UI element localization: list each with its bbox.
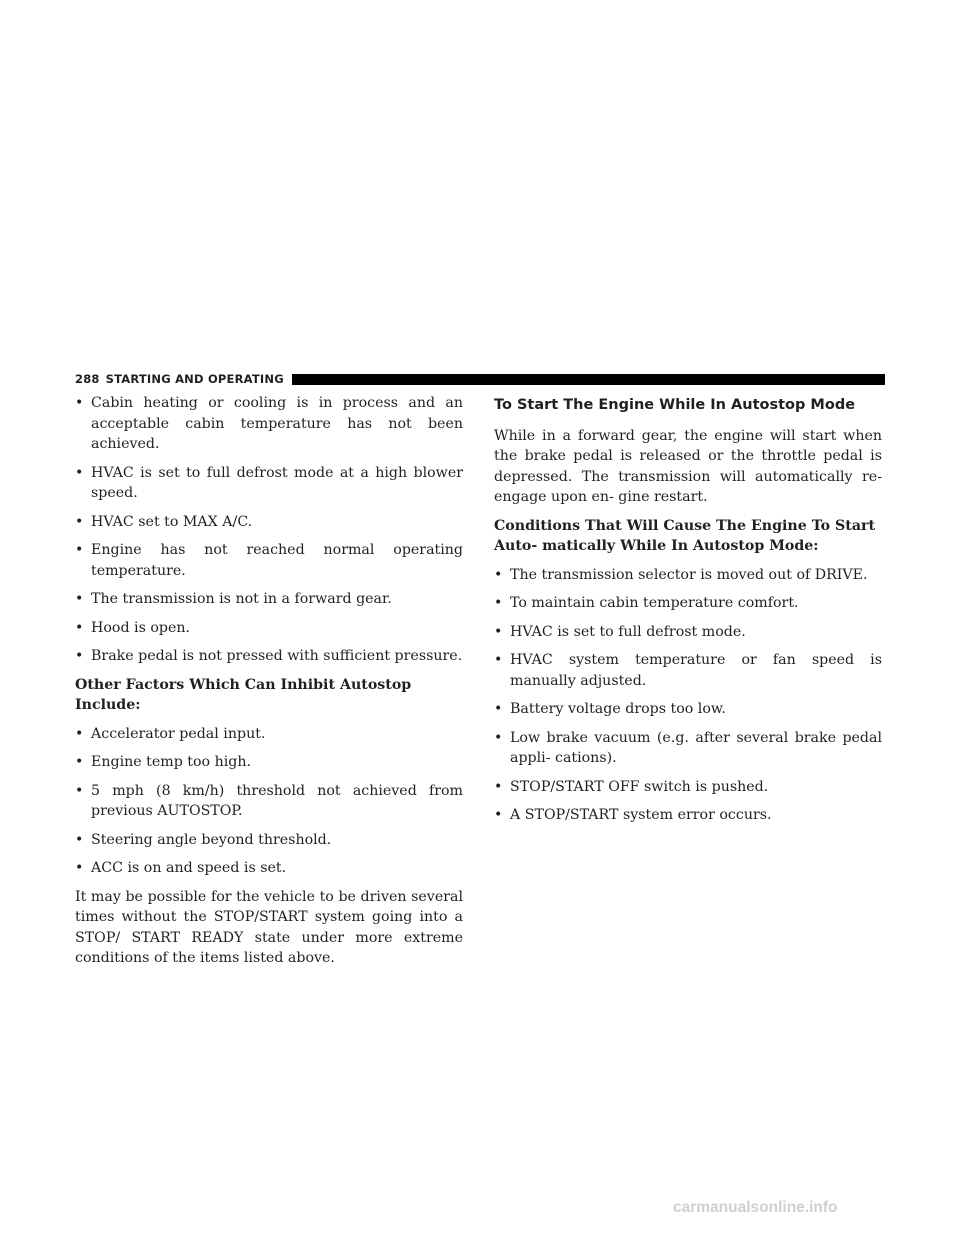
bullet-icon: • <box>75 725 84 742</box>
list-item <box>494 593 882 614</box>
bullet-icon: • <box>75 591 84 607</box>
bullet-icon: • <box>75 395 84 411</box>
list-item-text: Hood is open. <box>91 619 191 636</box>
list-item <box>75 463 463 504</box>
section-heading: To Start The Engine While In Autostop Mode <box>494 397 856 413</box>
right-column <box>494 393 882 834</box>
list-item-text: HVAC set to MAX A/C. <box>91 513 253 530</box>
restart-conditions-subheading: Conditions That Will Cause The Engine To Start Auto- matically While In Autostop Mode: <box>494 517 876 554</box>
bullet-icon: • <box>75 754 84 770</box>
bullet-icon: • <box>494 807 503 823</box>
bullet-icon: • <box>75 513 84 530</box>
list-item-text: Steering angle beyond threshold. <box>91 831 332 848</box>
list-item-text: Battery voltage drops too low. <box>510 701 726 717</box>
list-item <box>494 622 882 643</box>
list-item-text: Engine temp too high. <box>91 754 251 770</box>
left-column <box>75 393 463 977</box>
list-item-text: Engine has not reached normal operating temperature. <box>91 542 463 579</box>
list-item-text: HVAC is set to full defrost mode at a high blower speed. <box>91 464 463 501</box>
bullet-icon: • <box>75 648 84 664</box>
other-factors-subheading: Other Factors Which Can Inhibit Autostop Include: <box>75 676 412 713</box>
bullet-icon: • <box>494 778 503 795</box>
list-item <box>75 858 463 879</box>
list-item-text: HVAC system temperature or fan speed is manually adjusted. <box>510 652 882 689</box>
list-item-text: Accelerator pedal input. <box>91 725 266 742</box>
list-item <box>75 540 463 581</box>
list-item <box>75 724 463 745</box>
list-item-text: Brake pedal is not pressed with sufficient pressure. <box>91 648 463 664</box>
list-item <box>494 777 882 798</box>
list-item <box>75 781 463 822</box>
closing-paragraph: It may be possible for the vehicle to be driven several times without the STOP/START system going into a STOP/ START READY state under more extreme conditions of the items listed above. <box>75 888 463 966</box>
list-item <box>494 565 882 586</box>
bullet-icon: • <box>75 782 84 799</box>
list-item-text: Low brake vacuum (e.g. after several brake pedal appli- cations). <box>510 729 882 766</box>
list-item <box>75 512 463 533</box>
bullet-icon: • <box>75 542 84 558</box>
header-rule <box>292 374 885 385</box>
list-item-text: ACC is on and speed is set. <box>91 860 287 876</box>
intro-paragraph: While in a forward gear, the engine will start when the brake pedal is released or the throttle pedal is depressed. The transmission will automatically re-engage upon en- gine restart. <box>494 427 882 505</box>
list-item-text: 5 mph (8 km/h) threshold not achieved from previous AUTOSTOP. <box>91 782 463 819</box>
bullet-icon: • <box>494 701 503 717</box>
list-item <box>75 589 463 610</box>
bullet-icon: • <box>494 623 503 640</box>
list-item-text: The transmission selector is moved out of DRIVE. <box>510 566 868 583</box>
watermark-logo: carmanualsonline.info <box>673 1199 838 1216</box>
bullet-icon: • <box>494 652 503 668</box>
page-header <box>75 371 885 387</box>
list-item-text: To maintain cabin temperature comfort. <box>510 595 799 611</box>
inhibit-conditions-list <box>75 393 463 667</box>
bullet-icon: • <box>494 729 503 746</box>
bullet-icon: • <box>75 860 84 876</box>
page-number: 288 <box>75 372 100 386</box>
list-item <box>494 699 882 720</box>
section-title: STARTING AND OPERATING <box>105 372 284 386</box>
list-item-text: A STOP/START system error occurs. <box>510 807 772 823</box>
list-item-text: The transmission is not in a forward gear. <box>91 591 392 607</box>
list-item-text: HVAC is set to full defrost mode. <box>510 623 746 640</box>
list-item-text: STOP/START OFF switch is pushed. <box>510 778 769 795</box>
bullet-icon: • <box>75 464 84 481</box>
bullet-icon: • <box>494 595 503 611</box>
list-item <box>75 646 463 667</box>
list-item <box>75 752 463 773</box>
bullet-icon: • <box>494 566 503 583</box>
other-factors-list <box>75 724 463 879</box>
list-item <box>494 805 882 826</box>
list-item <box>75 618 463 639</box>
list-item <box>75 830 463 851</box>
list-item <box>494 650 882 691</box>
bullet-icon: • <box>75 619 84 636</box>
bullet-icon: • <box>75 831 84 848</box>
restart-conditions-list <box>494 565 882 826</box>
list-item <box>75 393 463 455</box>
list-item-text: Cabin heating or cooling is in process and an acceptable cabin temperature has not been achieved. <box>91 395 463 452</box>
list-item <box>494 728 882 769</box>
